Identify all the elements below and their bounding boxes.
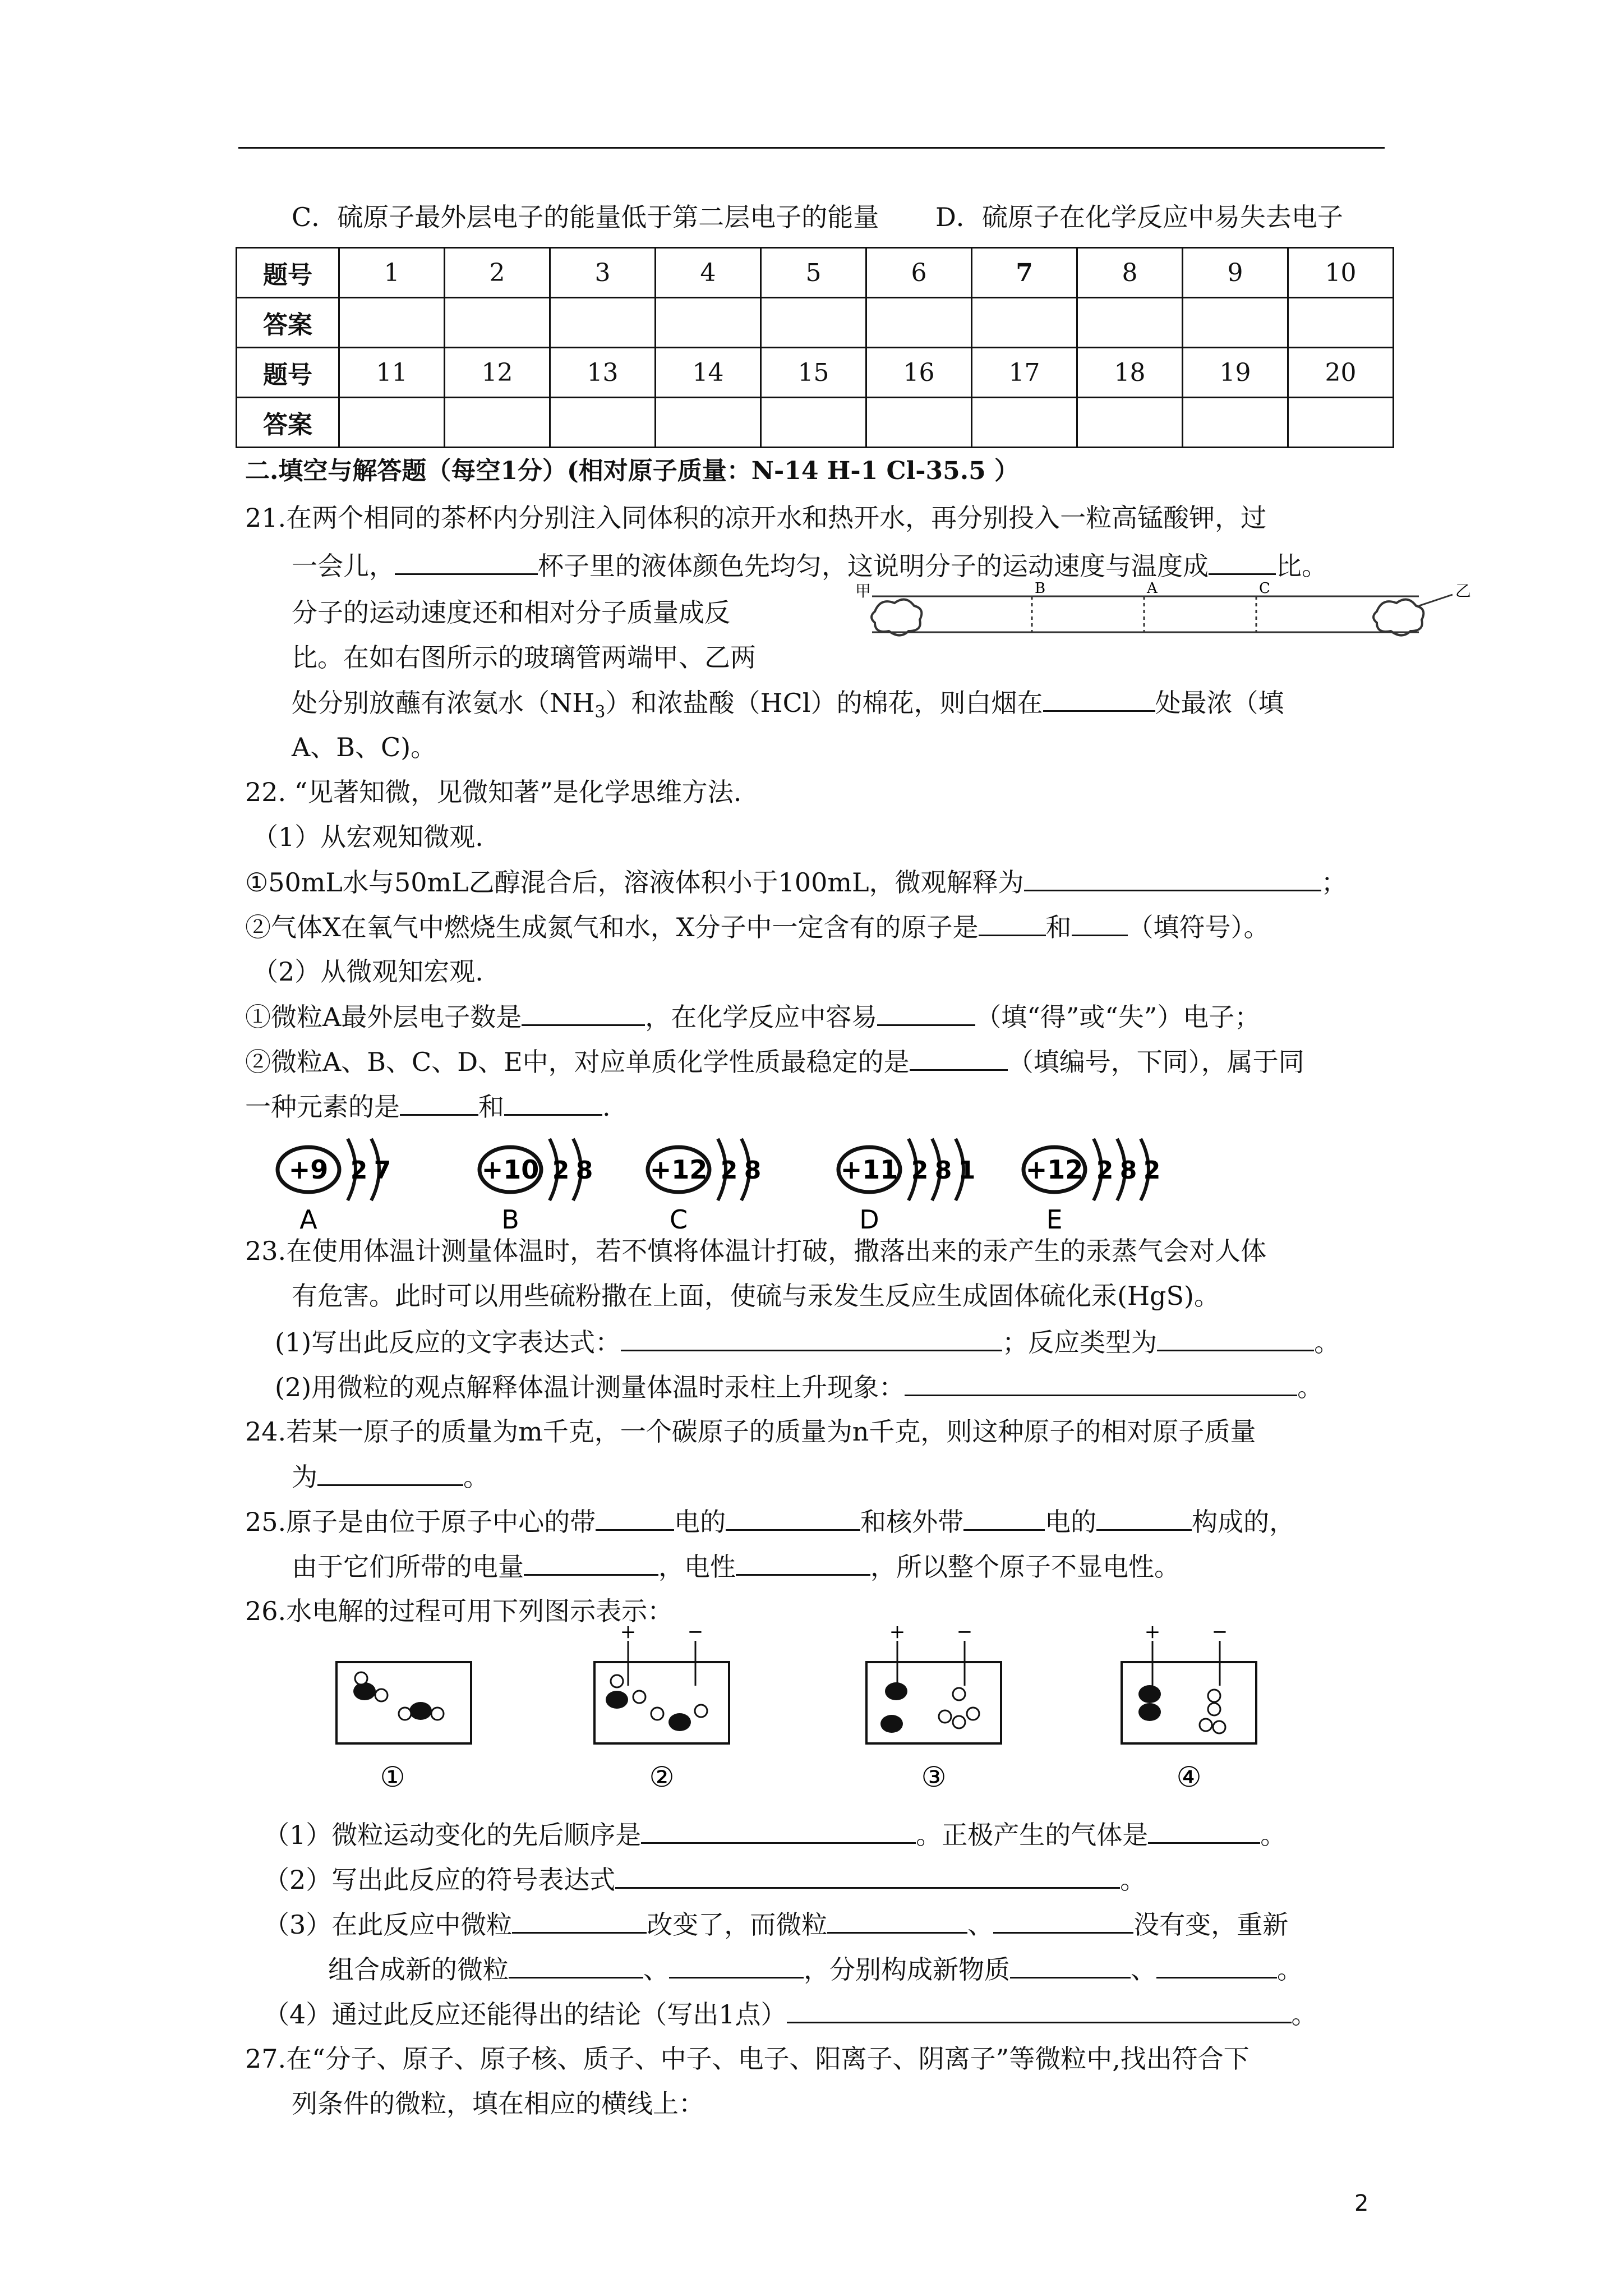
q26-text: ，分别构成新物质 <box>804 1954 1010 1985</box>
answer-cell[interactable] <box>866 298 972 348</box>
answer-cell[interactable] <box>866 398 972 448</box>
answer-cell[interactable] <box>339 398 445 448</box>
table-cell: 16 <box>866 348 972 398</box>
shell-electron-count: 2 <box>720 1156 738 1185</box>
table-cell: 7 <box>972 248 1077 298</box>
q22-text: ； <box>1321 867 1347 898</box>
q23-text: 。 <box>1314 1327 1340 1358</box>
q25-line1 <box>245 1504 1295 1539</box>
q26-text: 没有变，重新 <box>1133 1910 1289 1940</box>
q22-line6 <box>245 1000 1260 1034</box>
header-rule <box>238 147 1385 149</box>
q22-text: （填符号）。 <box>1127 912 1270 942</box>
electrolysis-panel-3 <box>866 1624 1001 1793</box>
electrolysis-panel-4 <box>1122 1624 1256 1793</box>
answer-blank[interactable] <box>736 1549 870 1576</box>
answer-cell[interactable] <box>972 298 1077 348</box>
minus-sign: − <box>687 1624 704 1643</box>
q21-line2 <box>292 549 1327 583</box>
answer-cell[interactable] <box>656 298 761 348</box>
answer-blank[interactable] <box>512 1907 647 1934</box>
q21-line3: 分子的运动速度还和相对分子质量成反 <box>292 597 730 628</box>
table-cell: 15 <box>761 348 866 398</box>
answer-blank[interactable] <box>504 1089 602 1116</box>
electrolysis-panel-1 <box>336 1662 471 1793</box>
table-cell: 14 <box>656 348 761 398</box>
answer-cell[interactable] <box>550 298 656 348</box>
answer-blank[interactable] <box>621 1325 1002 1351</box>
q22-text: ①微粒A最外层电子数是 <box>245 1002 522 1032</box>
q22-text: 和 <box>1045 912 1072 942</box>
q25-text: 构成的， <box>1192 1507 1295 1537</box>
answer-blank[interactable] <box>400 1089 478 1116</box>
table-cell: 2 <box>445 248 550 298</box>
table-cell: 4 <box>656 248 761 298</box>
minus-sign: − <box>956 1624 973 1643</box>
q26-sub3 <box>264 1907 1288 1941</box>
answer-cell[interactable] <box>1288 298 1394 348</box>
table-cell: 8 <box>1077 248 1183 298</box>
answer-blank[interactable] <box>1148 1818 1260 1844</box>
atom-label: A <box>299 1204 317 1234</box>
panel-label: ④ <box>1176 1761 1202 1793</box>
answer-cell[interactable] <box>1183 298 1288 348</box>
atom-label: C <box>669 1204 688 1234</box>
q26-text: 。 <box>1260 1820 1287 1850</box>
q26-text: 。 <box>1291 1999 1317 2030</box>
q23-line3 <box>275 1325 1340 1359</box>
answer-cell[interactable] <box>761 398 866 448</box>
answer-cell[interactable] <box>1077 298 1183 348</box>
answer-blank[interactable] <box>1157 1325 1314 1351</box>
answer-blank[interactable] <box>596 1504 674 1531</box>
table-cell: 11 <box>339 348 445 398</box>
atom-label: E <box>1046 1204 1063 1234</box>
table-cell: 12 <box>445 348 550 398</box>
electrolysis-svg <box>314 1624 1267 1809</box>
q21-line1: 21.在两个相同的茶杯内分别注入同体积的凉开水和热开水，再分别投入一粒高锰酸钾，过 <box>245 503 1267 533</box>
answer-blank[interactable] <box>979 910 1046 936</box>
q22-line4 <box>245 910 1270 944</box>
atom-diagram-A <box>278 1139 391 1234</box>
answer-blank[interactable] <box>641 1818 916 1844</box>
q25-text: ，所以整个原子不显电性。 <box>870 1552 1180 1582</box>
table-cell: 13 <box>550 348 656 398</box>
q22-text: ②微粒A、B、C、D、E中，对应单质化学性质最稳定的是 <box>245 1047 910 1077</box>
q24-text: 。 <box>463 1462 489 1492</box>
shell-electron-count: 8 <box>934 1156 952 1185</box>
answer-blank[interactable] <box>1096 1504 1192 1531</box>
q27-line2: 列条件的微粒，填在相应的横线上： <box>292 2088 704 2119</box>
answer-blank[interactable] <box>827 1907 967 1934</box>
cotton-ball-right <box>1373 600 1423 636</box>
q22-text: 和 <box>478 1092 504 1122</box>
answer-table <box>236 247 1394 448</box>
answer-cell[interactable] <box>972 398 1077 448</box>
answer-blank[interactable] <box>395 549 538 575</box>
answer-blank[interactable] <box>317 1460 463 1486</box>
answer-cell[interactable] <box>1077 398 1183 448</box>
atom-structure-diagrams <box>247 1133 1301 1234</box>
q22-line5: （2）从微观知宏观. <box>252 956 483 987</box>
table-row-label: 答案 <box>237 398 339 448</box>
table-cell: 20 <box>1288 348 1394 398</box>
q23-text: ；反应类型为 <box>1002 1327 1158 1358</box>
answer-blank[interactable] <box>1043 685 1155 712</box>
nucleus-charge: +9 <box>288 1154 329 1185</box>
q23-line4 <box>275 1370 1323 1404</box>
q26-text: （1）微粒运动变化的先后顺序是 <box>264 1820 642 1850</box>
q26-sub3b <box>328 1952 1303 1986</box>
q25-text: 电的 <box>1045 1507 1097 1537</box>
table-row <box>237 398 1394 448</box>
q21-text: 杯子里的液体颜色先均匀，这说明分子的运动速度与温度成 <box>538 551 1209 581</box>
table-cell: 18 <box>1077 348 1183 398</box>
shell-electron-count: 7 <box>374 1156 391 1185</box>
answer-blank[interactable] <box>787 1997 1292 2023</box>
q25-text: 25.原子是由位于原子中心的带 <box>245 1507 596 1537</box>
q24-line1: 24.若某一原子的质量为m千克，一个碳原子的质量为n千克，则这种原子的相对原子质量 <box>245 1416 1256 1447</box>
panel-label: ① <box>380 1761 405 1793</box>
answer-blank[interactable] <box>993 1907 1133 1934</box>
q26-line1: 26.水电解的过程可用下列图示表示： <box>245 1596 674 1626</box>
shell-electron-count: 2 <box>1143 1156 1161 1185</box>
q26-text: 、 <box>643 1954 669 1985</box>
q25-text: ，电性 <box>658 1552 736 1582</box>
answer-cell[interactable] <box>1288 398 1394 448</box>
q26-text: 改变了，而微粒 <box>647 1910 828 1940</box>
shell-electron-count: 2 <box>1096 1156 1114 1185</box>
option-c: C．硫原子最外层电子的能量低于第二层电子的能量 <box>292 202 879 232</box>
q21-text: 一会儿， <box>292 551 395 581</box>
q27-line1: 27.在“分子、原子、原子核、质子、中子、电子、阳离子、阴离子”等微粒中,找出符合下 <box>245 2044 1249 2074</box>
answer-blank[interactable] <box>905 1370 1297 1396</box>
q22-text: ，在化学反应中容易 <box>645 1002 878 1032</box>
atom-structure-svg <box>247 1133 1301 1234</box>
q25-text: 电的 <box>674 1507 726 1537</box>
plus-sign: + <box>889 1624 906 1643</box>
minus-sign: − <box>1211 1624 1228 1643</box>
tube-label-A: A <box>1147 581 1158 597</box>
answer-blank[interactable] <box>1209 549 1276 575</box>
nucleus-charge: +10 <box>481 1154 540 1185</box>
q22-text: . <box>602 1092 611 1122</box>
q24-line2 <box>292 1460 489 1494</box>
page-number: 2 <box>1354 2191 1369 2216</box>
q26-text: （3）在此反应中微粒 <box>264 1910 513 1940</box>
answer-blank[interactable] <box>509 1952 643 1978</box>
answer-blank[interactable] <box>615 1862 1120 1889</box>
plus-sign: + <box>620 1624 637 1643</box>
table-row <box>237 298 1394 348</box>
answer-cell[interactable] <box>550 398 656 448</box>
q23-line1: 23.在使用体温计测量体温时，若不慎将体温计打破，撒落出来的汞产生的汞蒸气会对人体 <box>245 1236 1267 1266</box>
answer-blank[interactable] <box>522 1000 645 1026</box>
shell-electron-count: 1 <box>958 1156 976 1185</box>
q26-text: （4）通过此反应还能得出的结论（写出1点） <box>264 1999 787 2030</box>
table-cell: 10 <box>1288 248 1394 298</box>
q23-text: (1)写出此反应的文字表达式： <box>275 1327 621 1358</box>
tube-label-jia: 甲 <box>855 582 872 600</box>
table-cell: 1 <box>339 248 445 298</box>
table-cell: 17 <box>972 348 1077 398</box>
answer-blank[interactable] <box>669 1952 804 1978</box>
q26-text: （2）写出此反应的符号表达式 <box>264 1865 616 1895</box>
q22-line3 <box>245 865 1347 899</box>
q23-line2: 有危害。此时可以用些硫粉撒在上面，使硫与汞发生反应生成固体硫化汞(HgS)。 <box>292 1281 1220 1311</box>
answer-blank[interactable] <box>877 1000 975 1026</box>
subscript: 3 <box>594 702 606 723</box>
answer-blank[interactable] <box>1024 865 1321 891</box>
tube-label-yi: 乙 <box>1455 582 1472 600</box>
table-cell: 19 <box>1183 348 1288 398</box>
shell-electron-count: 8 <box>744 1156 762 1185</box>
answer-blank[interactable] <box>524 1549 658 1576</box>
table-row <box>237 248 1394 298</box>
table-row-label: 题号 <box>237 348 339 398</box>
shell-electron-count: 2 <box>911 1156 929 1185</box>
table-cell: 9 <box>1183 248 1288 298</box>
q21-line6: A、B、C)。 <box>292 732 437 762</box>
q26-text: 。正极产生的气体是 <box>916 1820 1149 1850</box>
answer-cell[interactable] <box>339 298 445 348</box>
q26-text: 、 <box>967 1910 994 1940</box>
answer-cell[interactable] <box>656 398 761 448</box>
nucleus-charge: +11 <box>840 1154 898 1185</box>
panel-label: ② <box>649 1761 675 1793</box>
q26-text: 、 <box>1131 1954 1156 1985</box>
atom-diagram-E <box>1023 1139 1160 1234</box>
answer-cell[interactable] <box>445 398 550 448</box>
q22-line7 <box>245 1045 1304 1079</box>
glass-tube-svg <box>852 581 1481 654</box>
glass-tube-diagram <box>852 581 1481 654</box>
table-row-label: 答案 <box>237 298 339 348</box>
q22-text: ②气体X在氧气中燃烧生成氮气和水，X分子中一定含有的原子是 <box>245 912 979 942</box>
q25-line2 <box>292 1549 1180 1584</box>
table-cell: 3 <box>550 248 656 298</box>
answer-cell[interactable] <box>445 298 550 348</box>
answer-blank[interactable] <box>963 1504 1045 1531</box>
answer-blank[interactable] <box>1156 1952 1277 1978</box>
electrolysis-panel-2 <box>594 1624 729 1793</box>
q26-sub2 <box>264 1862 1146 1897</box>
atom-diagram-D <box>838 1139 975 1234</box>
atom-label: D <box>859 1204 879 1234</box>
option-d: D．硫原子在化学反应中易失去电子 <box>935 202 1343 232</box>
q25-text: 和核外带 <box>860 1507 964 1537</box>
shell-electron-count: 8 <box>575 1156 593 1185</box>
q21-text: ）和浓盐酸（HCl）的棉花，则白烟在 <box>605 688 1043 718</box>
atom-label: B <box>501 1204 519 1234</box>
q22-line1: 22. “见著知微，见微知著”是化学思维方法. <box>245 777 742 807</box>
table-row-label: 题号 <box>237 248 339 298</box>
q26-text: 组合成新的微粒 <box>328 1954 509 1985</box>
atom-diagram-C <box>648 1139 761 1234</box>
q26-text: 。 <box>1277 1954 1303 1985</box>
nucleus-charge: +12 <box>1025 1154 1083 1185</box>
answer-blank[interactable] <box>1010 1952 1131 1978</box>
panel-label: ③ <box>921 1761 947 1793</box>
q22-text: （填编号，下同），属于同 <box>1007 1047 1304 1077</box>
q21-text: 比。 <box>1276 551 1327 581</box>
table-cell: 5 <box>761 248 866 298</box>
q22-text: （填“得”或“失”）电子； <box>975 1002 1261 1032</box>
shell-electron-count: 2 <box>350 1156 368 1185</box>
shell-electron-count: 2 <box>552 1156 570 1185</box>
q22-text: 一种元素的是 <box>245 1092 400 1122</box>
answer-blank[interactable] <box>910 1045 1008 1071</box>
q24-text: 为 <box>292 1462 317 1492</box>
tube-label-B: B <box>1035 581 1046 597</box>
answer-cell[interactable] <box>1183 398 1288 448</box>
q26-sub1 <box>264 1818 1286 1852</box>
table-row <box>237 348 1394 398</box>
section-title: 二.填空与解答题（每空1分）(相对原子质量：N-14 H-1 Cl-35.5 ） <box>245 457 1020 485</box>
q26-text: 。 <box>1120 1865 1146 1895</box>
q22-line2: （1）从宏观知微观. <box>252 822 483 852</box>
shell-electron-count: 8 <box>1119 1156 1137 1185</box>
cotton-ball-left <box>872 600 921 636</box>
q23-text: (2)用微粒的观点解释体温计测量体温时汞柱上升现象： <box>275 1372 905 1402</box>
q21-text: 处最浓（填 <box>1155 688 1284 718</box>
q21-line4: 比。在如右图所示的玻璃管两端甲、乙两 <box>292 642 756 673</box>
q23-text: 。 <box>1297 1372 1324 1402</box>
table-cell: 6 <box>866 248 972 298</box>
electrolysis-diagrams <box>314 1624 1267 1809</box>
q22-text: ①50mL水与50mL乙醇混合后，溶液体积小于100mL，微观解释为 <box>245 867 1024 898</box>
nucleus-charge: +12 <box>649 1154 708 1185</box>
answer-blank[interactable] <box>1072 910 1128 936</box>
q26-sub4 <box>264 1997 1317 2031</box>
atom-diagram-B <box>479 1139 593 1234</box>
answer-cell[interactable] <box>761 298 866 348</box>
plus-sign: + <box>1144 1624 1161 1643</box>
q21-text: 处分别放蘸有浓氨水（NH <box>292 688 595 718</box>
q25-text: 由于它们所带的电量 <box>292 1552 524 1582</box>
tube-label-C: C <box>1259 581 1270 597</box>
answer-blank[interactable] <box>726 1504 860 1531</box>
q22-line8 <box>245 1089 611 1124</box>
q21-line5 <box>292 685 1284 729</box>
